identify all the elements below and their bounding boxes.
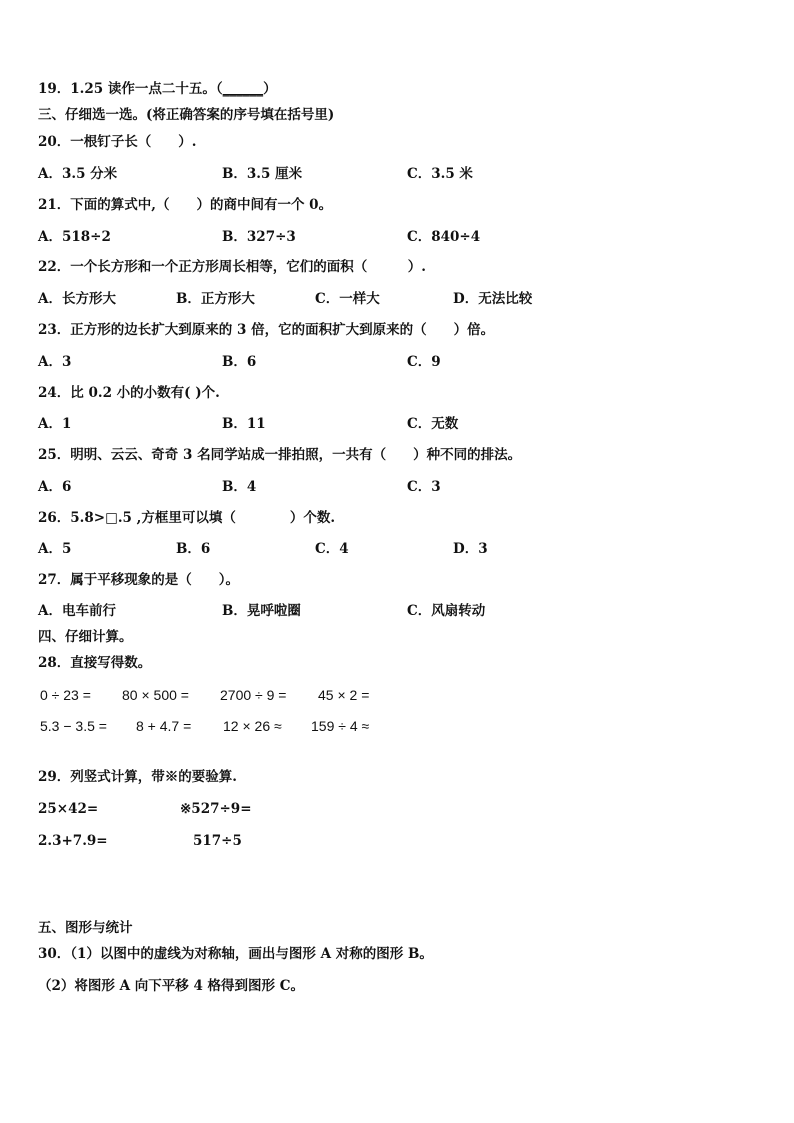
option-a[interactable]: A．518÷2 bbox=[38, 229, 111, 245]
option-c[interactable]: C．3.5 米 bbox=[407, 166, 473, 182]
question-25-options bbox=[38, 478, 758, 496]
option-d[interactable]: D．3 bbox=[453, 541, 488, 557]
option-b[interactable]: B．晃呼啦圈 bbox=[222, 603, 301, 619]
question-24-options bbox=[38, 415, 758, 433]
question-20: 20．一根钉子长（ ）. bbox=[38, 134, 197, 150]
option-c[interactable]: C．3 bbox=[407, 479, 441, 495]
option-b[interactable]: B．6 bbox=[176, 541, 211, 557]
option-b[interactable]: B．11 bbox=[222, 416, 266, 432]
math-item: 12 × 26 ≈ bbox=[223, 718, 282, 734]
option-c[interactable]: C．一样大 bbox=[315, 291, 380, 307]
math-item: 5.3 − 3.5 = bbox=[40, 718, 107, 734]
option-a[interactable]: A．5 bbox=[38, 541, 72, 557]
question-21: 21．下面的算式中,（ ）的商中间有一个 0。 bbox=[38, 197, 333, 213]
calc-item: 2.3+7.9= bbox=[38, 833, 108, 849]
option-c[interactable]: C．无数 bbox=[407, 416, 459, 432]
calc-item: ※527÷9= bbox=[180, 801, 252, 817]
option-a[interactable]: A．6 bbox=[38, 479, 72, 495]
question-26: 26．5.8>□.5 ,方框里可以填（ ）个数. bbox=[38, 510, 336, 526]
question-19-close: ） bbox=[263, 81, 277, 97]
question-25: 25．明明、云云、奇奇 3 名同学站成一排拍照，一共有（ ）种不同的排法。 bbox=[38, 447, 522, 463]
option-b[interactable]: B．6 bbox=[222, 354, 257, 370]
math-item: 2700 ÷ 9 = bbox=[220, 687, 287, 703]
math-item: 80 × 500 = bbox=[122, 687, 189, 703]
option-b[interactable]: B．327÷3 bbox=[222, 229, 296, 245]
question-27-options bbox=[38, 602, 758, 620]
question-19-text: 19．1.25 读作一点二十五。（ bbox=[38, 81, 223, 97]
calc-item: 517÷5 bbox=[193, 833, 242, 849]
option-b[interactable]: B．3.5 厘米 bbox=[222, 166, 303, 182]
math-item: 0 ÷ 23 = bbox=[40, 687, 91, 703]
option-b[interactable]: B．正方形大 bbox=[176, 291, 255, 307]
option-c[interactable]: C．840÷4 bbox=[407, 229, 481, 245]
question-23: 23．正方形的边长扩大到原来的 3 倍，它的面积扩大到原来的（ ）倍。 bbox=[38, 322, 495, 338]
question-24: 24．比 0.2 小的小数有( )个. bbox=[38, 385, 220, 401]
option-a[interactable]: A．电车前行 bbox=[38, 603, 116, 619]
section-4-heading: 四、仔细计算。 bbox=[38, 629, 133, 645]
option-d[interactable]: D．无法比较 bbox=[453, 291, 533, 307]
math-item: 45 × 2 = bbox=[318, 687, 370, 703]
question-30-part-2: （2）将图形 A 向下平移 4 格得到图形 C。 bbox=[38, 978, 305, 994]
option-a[interactable]: A．1 bbox=[38, 416, 72, 432]
option-a[interactable]: A．3 bbox=[38, 354, 72, 370]
answer-blank[interactable]: ______ bbox=[222, 81, 264, 97]
option-a[interactable]: A．长方形大 bbox=[38, 291, 116, 307]
question-20-options bbox=[38, 165, 758, 183]
option-c[interactable]: C．9 bbox=[407, 354, 441, 370]
section-5-heading: 五、图形与统计 bbox=[38, 920, 133, 936]
option-c[interactable]: C．4 bbox=[315, 541, 349, 557]
question-19 bbox=[38, 80, 277, 98]
question-23-options bbox=[38, 353, 758, 371]
section-3-heading: 三、仔细选一选。(将正确答案的序号填在括号里) bbox=[38, 107, 335, 123]
question-21-options bbox=[38, 228, 758, 246]
math-item: 8 + 4.7 = bbox=[136, 718, 192, 734]
question-27: 27．属于平移现象的是（ ）。 bbox=[38, 572, 240, 588]
question-29: 29．列竖式计算，带※的要验算. bbox=[38, 769, 237, 785]
question-26-options bbox=[38, 540, 758, 558]
option-b[interactable]: B．4 bbox=[222, 479, 257, 495]
option-a[interactable]: A．3.5 分米 bbox=[38, 166, 118, 182]
question-28: 28．直接写得数。 bbox=[38, 655, 152, 671]
question-30-part-1: 30．（1）以图中的虚线为对称轴，画出与图形 A 对称的图形 B。 bbox=[38, 946, 433, 962]
question-22-options bbox=[38, 290, 758, 308]
calc-item: 25×42= bbox=[38, 801, 99, 817]
question-22: 22．一个长方形和一个正方形周长相等，它们的面积（ ）. bbox=[38, 259, 426, 275]
math-item: 159 ÷ 4 ≈ bbox=[311, 718, 370, 734]
option-c[interactable]: C．风扇转动 bbox=[407, 603, 486, 619]
